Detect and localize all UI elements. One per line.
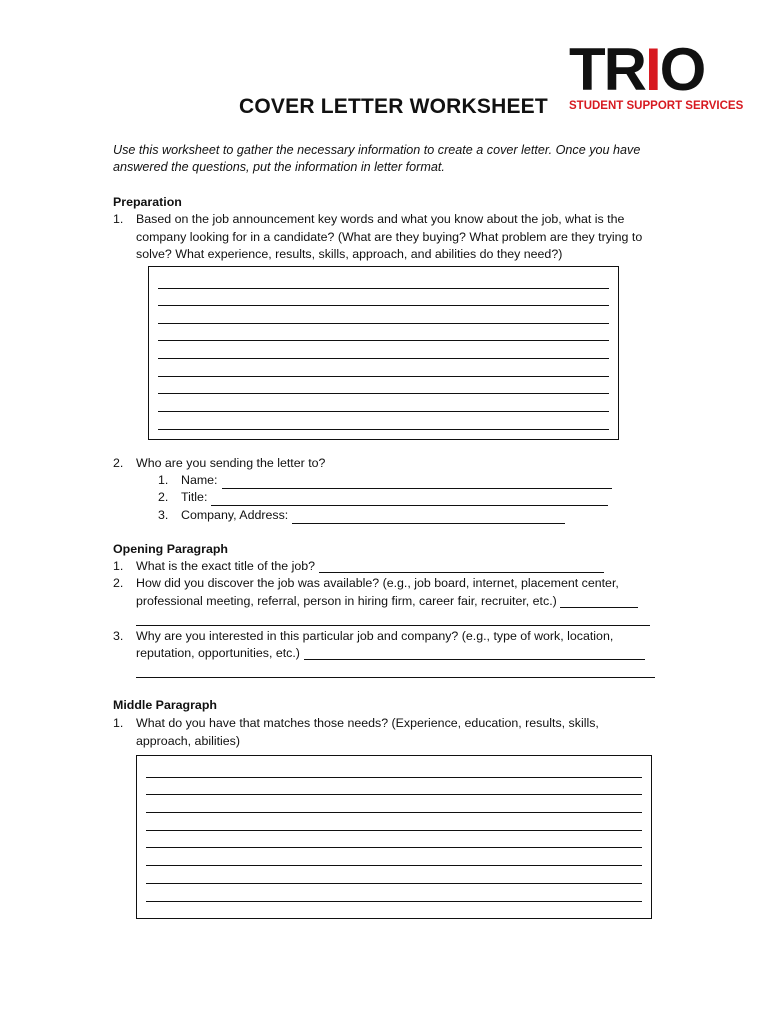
question-opening-2-line2 [136, 593, 638, 611]
question-text-line2: reputation, opportunities, etc.) [136, 646, 300, 660]
job-discovery-field[interactable] [560, 593, 638, 608]
answer-line [146, 883, 642, 884]
recipient-name-field[interactable] [222, 474, 612, 489]
answer-box-preparation-1[interactable] [148, 266, 619, 440]
question-middle-1 [113, 715, 633, 750]
question-opening-3-line2 [136, 645, 645, 663]
logo-letter-o: O [659, 36, 705, 103]
item-number: 1. [158, 473, 169, 487]
section-heading-opening: Opening Paragraph [113, 542, 228, 556]
recipient-title-row [158, 489, 608, 506]
answer-line [146, 901, 642, 902]
answer-line [158, 376, 609, 377]
question-number: 1. [113, 559, 124, 573]
answer-line [158, 429, 609, 430]
trio-logo [569, 36, 744, 112]
answer-line [158, 393, 609, 394]
question-text-line1: Why are you interested in this particular job and company? (e.g., type of work, location, [136, 629, 614, 643]
intro-text: Use this worksheet to gather the necessary information to create a cover letter. Once you have answered the questions, put the information in letter format. [113, 143, 641, 174]
recipient-address-label: Company, Address: [181, 508, 289, 522]
logo-subtitle: STUDENT SUPPORT SERVICES [569, 100, 744, 112]
answer-line [146, 794, 642, 795]
question-text: Based on the job announcement key words and what you know about the job, what is the company looking for in a candidate? (What are they buying? What problem are they trying to solve? What experience, results, skills, approach, and abilities do they need?) [136, 212, 643, 261]
section-heading-middle: Middle Paragraph [113, 698, 217, 712]
answer-line [146, 865, 642, 866]
job-title-field[interactable] [319, 558, 604, 573]
page-title: COVER LETTER WORKSHEET [239, 95, 548, 118]
answer-line [158, 411, 609, 412]
interest-field[interactable] [304, 645, 645, 660]
job-discovery-extra-line[interactable] [136, 625, 650, 626]
question-text: What is the exact title of the job? [136, 559, 316, 573]
question-number: 3. [113, 629, 124, 643]
recipient-address-row [158, 507, 565, 524]
answer-line [158, 305, 609, 306]
item-number: 3. [158, 508, 169, 522]
answer-line [146, 812, 642, 813]
trio-logo-word [569, 36, 729, 103]
question-preparation-2 [113, 455, 658, 473]
question-text: Who are you sending the letter to? [136, 456, 326, 470]
answer-line [158, 288, 609, 289]
recipient-name-label: Name: [181, 473, 218, 487]
question-number: 1. [113, 716, 124, 730]
section-heading-preparation: Preparation [113, 195, 182, 209]
question-opening-3 [113, 628, 613, 646]
interest-extra-line[interactable] [136, 677, 655, 678]
logo-letter-t: T [569, 36, 604, 103]
answer-line [158, 323, 609, 324]
answer-line [158, 340, 609, 341]
answer-line [158, 358, 609, 359]
question-text-line1: How did you discover the job was available? (e.g., job board, internet, placement center, [136, 576, 619, 590]
recipient-title-label: Title: [181, 490, 208, 504]
recipient-title-field[interactable] [211, 491, 608, 506]
question-number: 2. [113, 456, 124, 470]
question-number: 2. [113, 576, 124, 590]
question-opening-2 [113, 575, 619, 593]
logo-letter-i: I [645, 36, 660, 103]
item-number: 2. [158, 490, 169, 504]
answer-line [146, 830, 642, 831]
answer-line [146, 777, 642, 778]
question-opening-1 [113, 558, 604, 576]
question-preparation-1 [113, 211, 658, 264]
recipient-address-field[interactable] [292, 509, 565, 524]
question-text-line2: professional meeting, referral, person in hiring firm, career fair, recruiter, etc.) [136, 594, 557, 608]
recipient-name-row [158, 472, 612, 489]
question-text: What do you have that matches those needs? (Experience, education, results, skills, approach, abilities) [136, 716, 599, 748]
question-number: 1. [113, 212, 124, 226]
answer-box-middle-1[interactable] [136, 755, 652, 919]
logo-letter-r: R [603, 36, 645, 103]
answer-line [146, 847, 642, 848]
